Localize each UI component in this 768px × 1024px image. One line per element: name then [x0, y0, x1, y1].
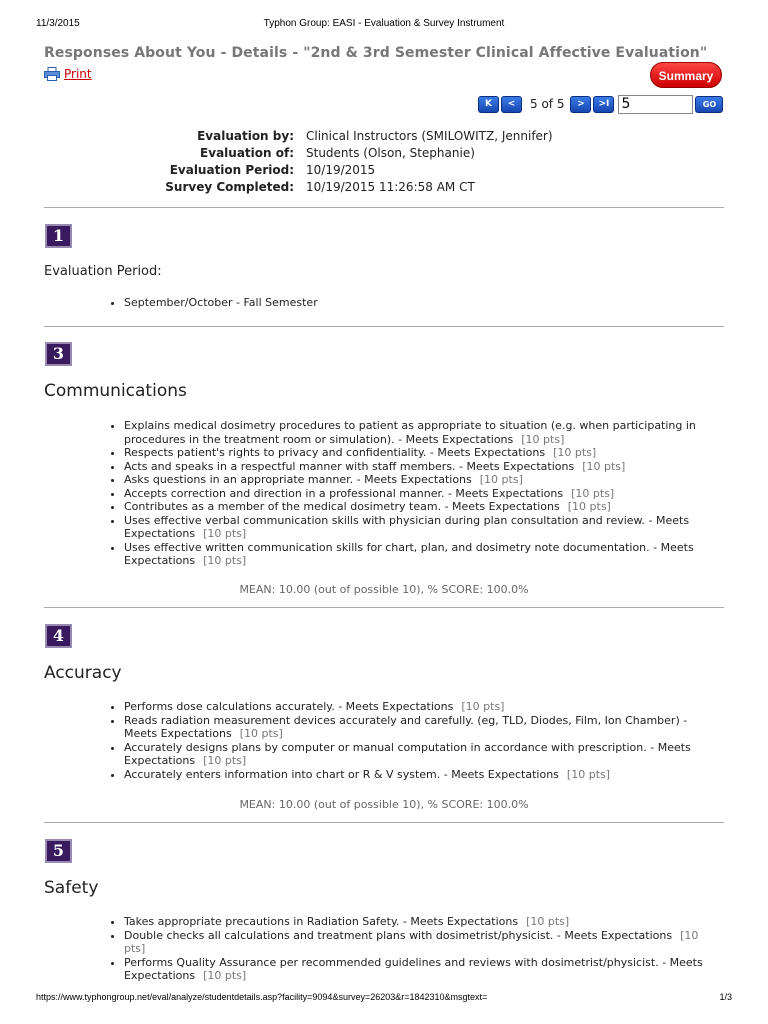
first-page-icon: K [485, 99, 492, 109]
item-text: Double checks all calculations and treatment plans with dosimetrist/physicist. - Meets Expectations [124, 928, 673, 942]
list-item [124, 514, 714, 541]
list-item [124, 419, 714, 446]
item-points: [10 pts] [567, 500, 611, 513]
item-text: Uses effective verbal communication skills with physician during plan consultation and review. - Meets Expectations [124, 513, 690, 540]
page-input[interactable] [618, 95, 693, 114]
meta-key: Evaluation of: [200, 146, 294, 160]
list-item [124, 487, 714, 501]
item-points: [10 pts] [553, 446, 597, 459]
page-count: 5 of 5 [530, 97, 565, 111]
item-points: [10 pts] [582, 459, 626, 473]
list-item [124, 714, 714, 741]
prev-page-button[interactable] [501, 96, 522, 113]
meta-key: Survey Completed: [165, 180, 294, 194]
last-page-button[interactable] [593, 96, 614, 113]
item-text: Reads radiation measurement devices accurately and carefully. (eg, TLD, Diodes, Film, Ion Chamber) - Meets Expectations [124, 713, 688, 740]
list-item [124, 741, 714, 768]
item-text: Performs Quality Assurance per recommended guidelines and reviews with dosimetrist/physicist. - Meets Expectations [124, 955, 703, 982]
item-points: [10 pts] [479, 473, 523, 486]
question-number-badge: 5 [45, 839, 72, 863]
item-text: September/October - Fall Semester [124, 296, 318, 309]
first-page-button[interactable] [478, 96, 499, 113]
page-title: Responses About You - Details - "2nd & 3rd Semester Clinical Affective Evaluation" [44, 45, 708, 61]
item-points: [10 pts] [124, 928, 699, 955]
printer-icon [44, 67, 60, 81]
item-points: [10 pts] [203, 554, 247, 567]
print-page-title: Typhon Group: EASI - Evaluation & Survey Instrument [263, 18, 505, 29]
question-number-badge: 1 [45, 224, 72, 248]
print-date: 11/3/2015 [36, 18, 80, 29]
item-points: [10 pts] [239, 727, 283, 740]
chevron-right-icon: > [577, 99, 585, 109]
item-text: Explains medical dosimetry procedures to patient as appropriate to situation (e.g. when participating in procedures in the treatment room or simulation). - Meets Expectations [124, 419, 696, 446]
list-item [124, 500, 714, 514]
item-text: Takes appropriate precautions in Radiation Safety. - Meets Expectations [124, 915, 519, 928]
meta-row [44, 163, 553, 180]
mean-score: MEAN: 10.00 (out of possible 10), % SCORE: 100.0% [239, 583, 529, 596]
item-points: [10 pts] [203, 754, 247, 767]
list-item [124, 446, 714, 460]
item-text: Acts and speaks in a respectful manner with staff members. - Meets Expectations [124, 459, 575, 473]
print-link[interactable] [44, 67, 92, 81]
meta-row [44, 146, 553, 163]
item-points: [10 pts] [203, 527, 247, 540]
section-title: Accuracy [44, 663, 122, 683]
question-number-badge: 4 [45, 624, 72, 648]
pager [478, 94, 723, 114]
item-text: Performs dose calculations accurately. - Meets Expectations [124, 700, 454, 713]
item-points: [10 pts] [526, 915, 570, 928]
mean-score: MEAN: 10.00 (out of possible 10), % SCORE: 100.0% [239, 798, 529, 811]
print-label: Print [64, 67, 92, 81]
response-list [88, 296, 714, 310]
item-text: Respects patient's rights to privacy and confidentiality. - Meets Expectations [124, 446, 546, 459]
chevron-left-icon: < [507, 99, 516, 109]
response-list [88, 915, 714, 983]
meta-value: Students (Olson, Stephanie) [306, 146, 475, 160]
next-page-button[interactable] [570, 96, 591, 113]
meta-value: 10/19/2015 [306, 163, 376, 177]
item-text: Accepts correction and direction in a professional manner. - Meets Expectations [124, 486, 564, 500]
item-points: [10 pts] [203, 969, 247, 982]
divider [44, 822, 724, 823]
item-text: Accurately designs plans by computer or manual computation in accordance with prescription. - Meets Expectations [124, 740, 691, 767]
item-text: Asks questions in an appropriate manner. - Meets Expectations [124, 473, 472, 486]
list-item [124, 700, 714, 714]
list-item [124, 929, 714, 956]
section-title: Safety [44, 878, 99, 898]
list-item [124, 768, 714, 782]
section-label: Evaluation Period: [44, 264, 162, 279]
meta-row [44, 180, 553, 197]
list-item [124, 460, 714, 474]
item-points: [10 pts] [571, 486, 615, 500]
question-number-badge: 3 [45, 342, 72, 366]
meta-row [44, 129, 553, 146]
meta-key: Evaluation by: [197, 129, 294, 143]
item-text: Contributes as a member of the medical dosimetry team. - Meets Expectations [124, 500, 560, 513]
list-item [124, 296, 714, 310]
summary-button[interactable]: Summary [650, 62, 722, 88]
meta-key: Evaluation Period: [169, 163, 294, 177]
item-points: [10 pts] [461, 700, 505, 713]
last-page-icon: >I [598, 99, 610, 109]
go-label: GO [702, 99, 717, 109]
item-points: [10 pts] [566, 767, 611, 781]
list-item [124, 541, 714, 568]
meta-value: Clinical Instructors (SMILOWITZ, Jennifer) [306, 129, 553, 143]
print-page-number: 1/3 [719, 992, 732, 1002]
divider [44, 326, 724, 327]
meta-value: 10/19/2015 11:26:58 AM CT [306, 180, 475, 194]
go-button[interactable] [695, 96, 723, 113]
item-text: Uses effective written communication skills for chart, plan, and dosimetry note documentation. - Meets Expectations [124, 540, 694, 567]
list-item [124, 915, 714, 929]
response-list [88, 419, 714, 568]
item-text: Accurately enters information into chart or R & V system. - Meets Expectations [124, 767, 559, 781]
divider [44, 607, 724, 608]
print-url: https://www.typhongroup.net/eval/analyze/studentdetails.asp?facility=9094&survey=26203&r=1842310&msgtext= [36, 992, 488, 1002]
list-item [124, 473, 714, 487]
response-list [88, 700, 714, 781]
list-item [124, 956, 714, 983]
evaluation-meta [44, 129, 553, 197]
section-title: Communications [44, 381, 187, 401]
item-points: [10 pts] [521, 432, 565, 446]
divider [44, 207, 724, 208]
